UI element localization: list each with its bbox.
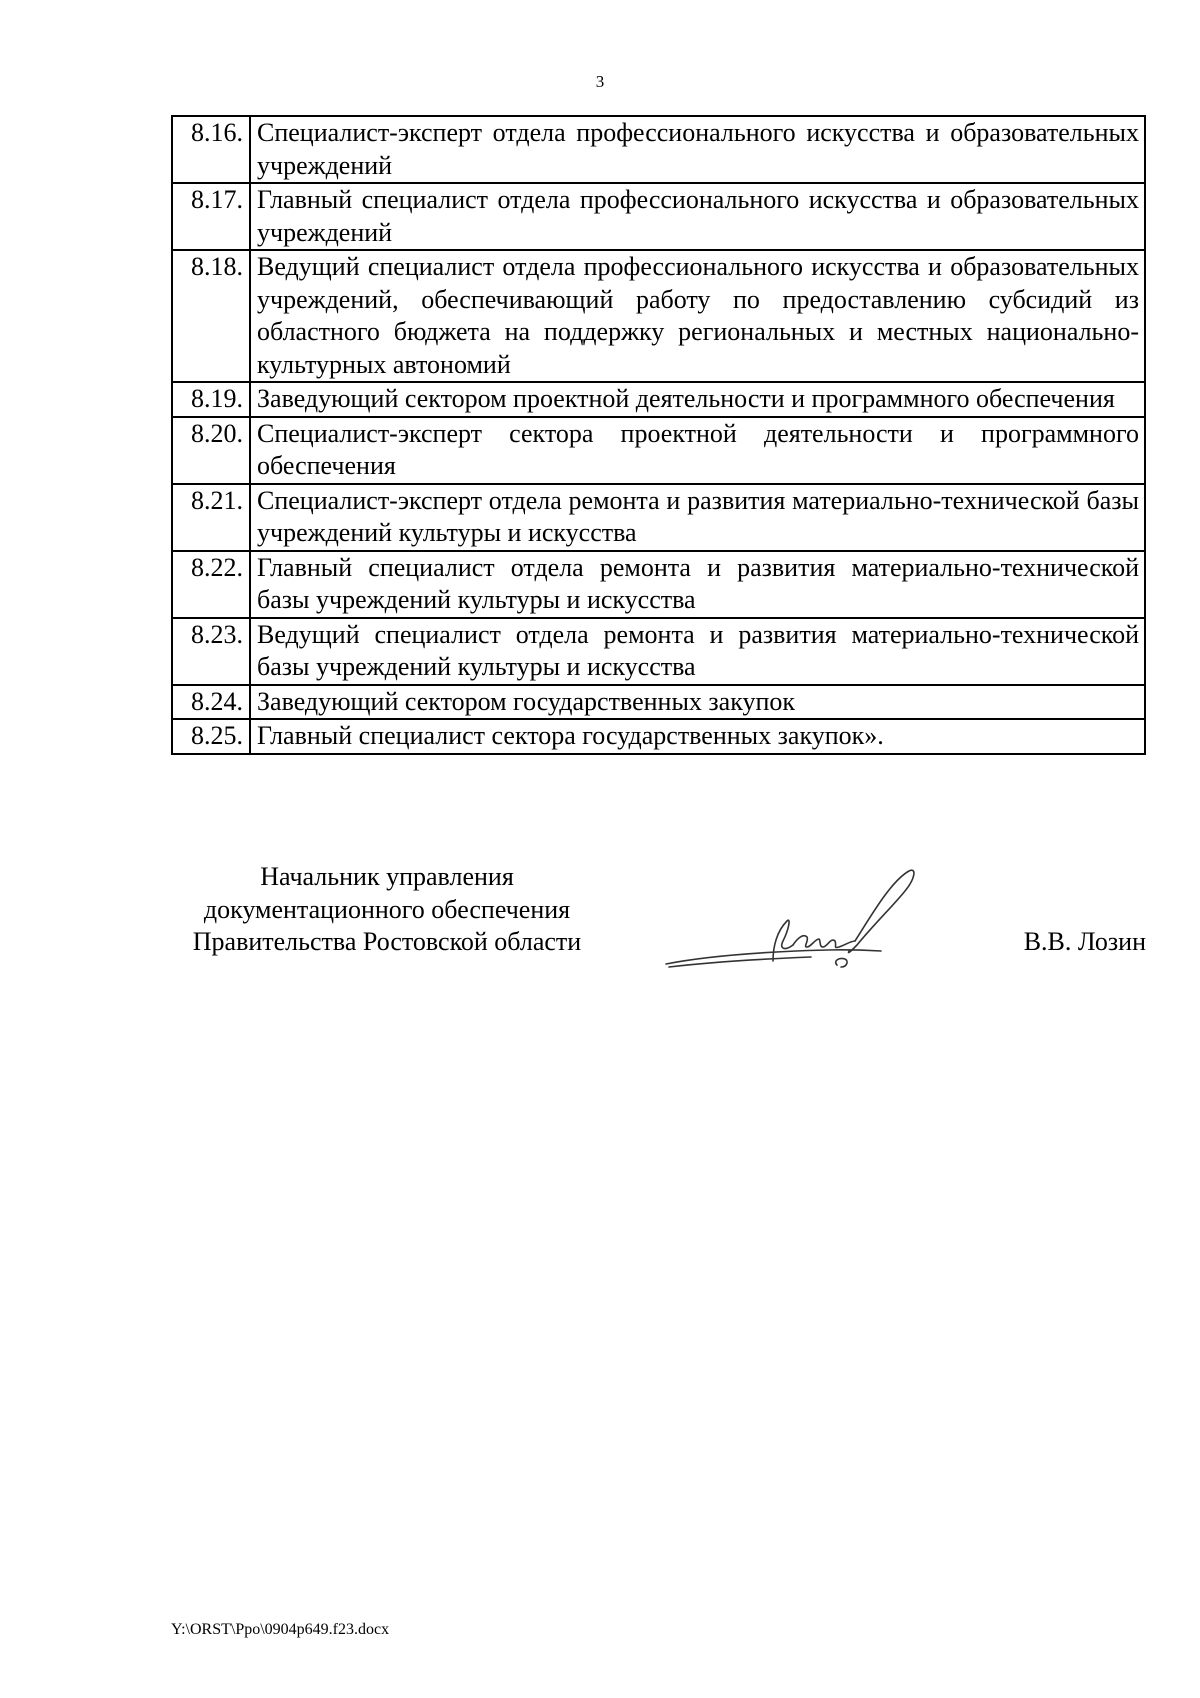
table-row: [172, 250, 1145, 382]
row-position: Специалист-эксперт отдела ремонта и развития материально-технической базы учреждений культуры и искусства: [250, 484, 1145, 551]
row-position: Главный специалист отдела профессионального искусства и образовательных учреждений: [250, 183, 1145, 250]
row-position: Специалист-эксперт сектора проектной деятельности и программного обеспечения: [250, 417, 1145, 484]
signer-title-line: Правительства Ростовской области: [192, 927, 582, 956]
row-number: 8.18.: [172, 250, 250, 382]
positions-table: [171, 115, 1146, 755]
row-position: Заведующий сектором проектной деятельности и программного обеспечения: [250, 382, 1145, 417]
row-position: Ведущий специалист отдела ремонта и развития материально-технической базы учреждений культуры и искусства: [250, 618, 1145, 685]
row-position: Ведущий специалист отдела профессионального искусства и образовательных учреждений, обеспечивающий работу по предоставлению субсидий из областного бюджета на поддержку региональных и местных национально-культурных автономий: [250, 250, 1145, 382]
table-row: [172, 417, 1145, 484]
row-number: 8.23.: [172, 618, 250, 685]
page-number: 3: [595, 72, 605, 91]
row-number: 8.24.: [172, 685, 250, 720]
row-position: Главный специалист сектора государственных закупок».: [250, 719, 1145, 754]
table-row: [172, 618, 1145, 685]
signer-title-line: Начальник управления: [260, 862, 514, 891]
table-row: [172, 685, 1145, 720]
row-position: Специалист-эксперт отдела профессионального искусства и образовательных учреждений: [250, 116, 1145, 183]
signer-title-line: документационного обеспечения: [203, 894, 571, 924]
row-number: 8.19.: [172, 382, 250, 417]
table-row: [172, 116, 1145, 183]
table-row: [172, 382, 1145, 417]
signature-block: [171, 861, 1146, 971]
signer-name: В.В. Лозин: [1023, 927, 1146, 956]
row-number: 8.17.: [172, 183, 250, 250]
table-row: [172, 183, 1145, 250]
row-position: Главный специалист отдела ремонта и развития материально-технической базы учреждений культуры и искусства: [250, 551, 1145, 618]
row-number: 8.20.: [172, 417, 250, 484]
row-number: 8.25.: [172, 719, 250, 754]
table-row: [172, 551, 1145, 618]
row-number: 8.16.: [172, 116, 250, 183]
row-number: 8.21.: [172, 484, 250, 551]
table-row: [172, 484, 1145, 551]
signer-title: [171, 861, 603, 959]
row-position: Заведующий сектором государственных закупок: [250, 685, 1145, 720]
handwritten-signature-icon: [661, 861, 921, 976]
row-number: 8.22.: [172, 551, 250, 618]
footer-file-path: Y:\ORST\Ppo\0904p649.f23.docx: [171, 1621, 390, 1638]
table-row: [172, 719, 1145, 754]
